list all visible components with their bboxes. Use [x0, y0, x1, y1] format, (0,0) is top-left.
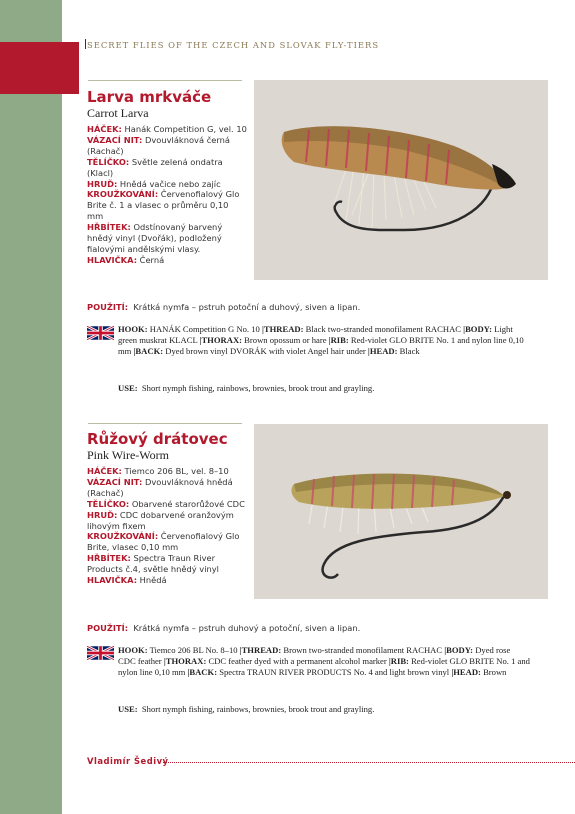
- running-header: [85, 39, 379, 50]
- page-sidebar-band: [0, 0, 62, 814]
- spec-head: HLAVIČKA: Černá: [87, 254, 165, 265]
- divider: [88, 423, 242, 424]
- english-specs: HOOK: HANÁK Competition G No. 10 |THREAD: Black two-stranded monofilament RACHAC |BODY: Light green muskrat KLACL |THORAX: Brown opossum or hare |RIB: Red-violet GLO BRITE No. 1 and nylon line 0,10 mm |BACK: Dyed brown vinyl DVORÁK with violet Angel hair under |HEAD: Black: [118, 324, 524, 357]
- fly-title: Larva mrkváče: [87, 88, 212, 106]
- pink-wire-worm-photo: [254, 424, 548, 599]
- carrot-larva-photo: [254, 80, 548, 280]
- spec-body: TĚLÍČKO: Světle zelená ondatra (Klacl): [87, 156, 223, 178]
- author-name: Vladimír Šedivý: [87, 756, 169, 766]
- english-use: USE: Short nymph fishing, rainbows, brownies, brook trout and grayling.: [118, 383, 375, 393]
- spec-back: HŘBÍTEK: Odstínovaný barvený hnědý vinyl (Dvořák), podložený fialovými andělskými vlasy.: [87, 222, 223, 254]
- fly-photo: [254, 80, 548, 280]
- spec-hook: HÁČEK: Hanák Competition G, vel. 10: [87, 124, 247, 134]
- spec-body: TĚLÍČKO: Obarvené starorůžové CDC: [87, 498, 245, 509]
- spec-thread: VÁZACÍ NIT: Dvouvláknová hnědá (Rachač): [87, 476, 233, 498]
- english-use: USE: Short nymph fishing, rainbows, brownies, brook trout and grayling.: [118, 704, 375, 714]
- uk-flag-icon: [87, 326, 114, 340]
- footer-rule: [163, 762, 575, 763]
- fly-subtitle: Pink Wire-Worm: [87, 448, 169, 462]
- spec-rib: KROUŽKOVÁNÍ: Červenofialový Glo Brite č. 1 a vlasec o průměru 0,10 mm: [87, 189, 240, 222]
- running-title: SECRET FLIES OF THE CZECH AND SLOVAK FLY-TIERS: [87, 40, 380, 50]
- use-cz: POUŽITÍ: Krátká nymfa – pstruh potoční a duhový, siven a lipan.: [87, 302, 361, 312]
- spec-thorax: HRUĎ: Hnědá vačice nebo zajíc: [87, 178, 221, 189]
- spec-thorax: HRUĎ: CDC dobarvené oranžovým lihovým fixem: [87, 509, 234, 531]
- spec-thread: VÁZACÍ NIT: Dvouvláknová černá (Rachač): [87, 134, 230, 156]
- english-specs: HOOK: Tiemco 206 BL No. 8–10 |THREAD: Brown two-stranded monofilament RACHAC |BODY: Dyed rose CDC feather |THORAX: CDC feather dyed with a permanent alcohol marker |RIB: Red-violet GLO BRITE No. 1 and nylon line 0,10 mm |BACK: Spectra TRAUN RIVER PRODUCTS No. 4 and light brown vinyl |HEAD: Brown: [118, 645, 530, 678]
- use-cz: POUŽITÍ: Krátká nymfa – pstruh duhový a potoční, siven a lipan.: [87, 623, 361, 633]
- spec-rib: KROUŽKOVÁNÍ: Červenofialový Glo Brite, vlasec 0,10 mm: [87, 531, 240, 553]
- fly-photo: [254, 424, 548, 599]
- chapter-tab: [0, 42, 79, 94]
- spec-head: HLAVIČKA: Hnědá: [87, 575, 167, 586]
- spec-hook: HÁČEK: Tiemco 206 BL, vel. 8–10: [87, 466, 229, 476]
- spec-back: HŘBÍTEK: Spectra Traun River Products č.4, světle hnědý vinyl: [87, 553, 219, 575]
- fly-specs: [87, 124, 247, 266]
- fly-specs: [87, 466, 247, 586]
- fly-title: Růžový drátovec: [87, 430, 228, 448]
- uk-flag-icon: [87, 646, 114, 660]
- fly-subtitle: Carrot Larva: [87, 106, 149, 120]
- divider: [88, 80, 242, 81]
